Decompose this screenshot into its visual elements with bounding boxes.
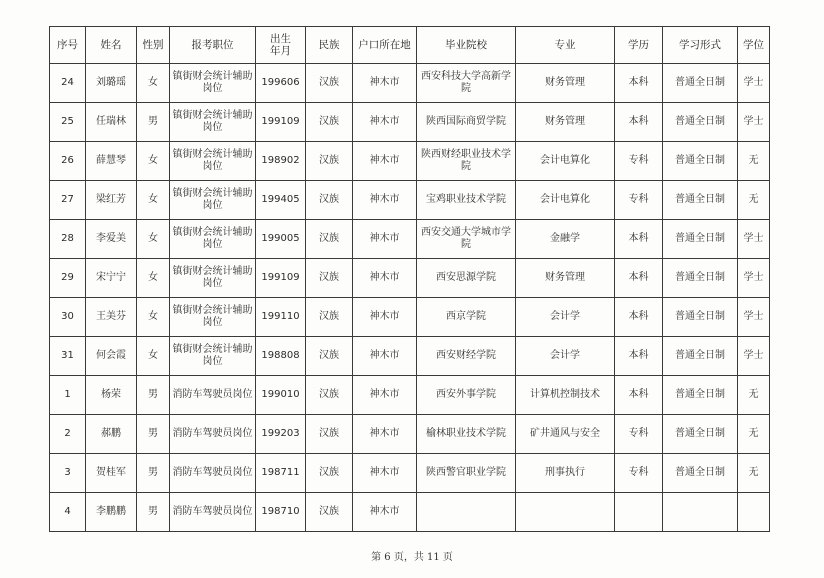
col-education-cell bbox=[615, 493, 663, 532]
col-gender-cell: 男 bbox=[137, 493, 170, 532]
col-position-cell: 镇街财会统计辅助岗位 bbox=[170, 220, 256, 259]
col-name-cell: 何会霞 bbox=[86, 337, 137, 376]
table-header bbox=[50, 27, 770, 64]
col-hukou-cell: 神木市 bbox=[353, 415, 417, 454]
col-school-cell: 陕西财经职业技术学院 bbox=[417, 142, 516, 181]
col-study-mode-cell: 普通全日制 bbox=[663, 337, 738, 376]
col-gender-cell: 女 bbox=[137, 181, 170, 220]
col-school-cell bbox=[417, 493, 516, 532]
col-ethnicity-cell: 汉族 bbox=[306, 493, 353, 532]
col-school-cell: 西安外事学院 bbox=[417, 376, 516, 415]
col-hukou-header: 户口所在地 bbox=[353, 27, 417, 64]
col-study-mode-cell: 普通全日制 bbox=[663, 454, 738, 493]
col-birth-cell: 199405 bbox=[256, 181, 306, 220]
col-position-cell: 消防车驾驶员岗位 bbox=[170, 454, 256, 493]
col-index-cell: 25 bbox=[50, 103, 86, 142]
table-row bbox=[50, 103, 770, 142]
col-study-mode-cell: 普通全日制 bbox=[663, 64, 738, 103]
table-row bbox=[50, 64, 770, 103]
col-ethnicity-cell: 汉族 bbox=[306, 454, 353, 493]
col-position-cell: 镇街财会统计辅助岗位 bbox=[170, 259, 256, 298]
col-birth-cell: 198711 bbox=[256, 454, 306, 493]
col-major-cell: 计算机控制技术 bbox=[516, 376, 615, 415]
col-index-cell: 27 bbox=[50, 181, 86, 220]
col-degree-header: 学位 bbox=[738, 27, 770, 64]
col-name-cell: 郝鹏 bbox=[86, 415, 137, 454]
col-gender-header: 性别 bbox=[137, 27, 170, 64]
table-row bbox=[50, 337, 770, 376]
page-number: 第 6 页，共 11 页 bbox=[371, 552, 453, 563]
col-education-cell: 本科 bbox=[615, 376, 663, 415]
col-hukou-cell: 神木市 bbox=[353, 64, 417, 103]
col-gender-cell: 男 bbox=[137, 454, 170, 493]
col-study-mode-cell: 普通全日制 bbox=[663, 220, 738, 259]
col-index-cell: 2 bbox=[50, 415, 86, 454]
col-position-cell: 镇街财会统计辅助岗位 bbox=[170, 181, 256, 220]
col-degree-cell: 无 bbox=[738, 181, 770, 220]
col-gender-cell: 女 bbox=[137, 298, 170, 337]
col-name-cell: 刘璐瑶 bbox=[86, 64, 137, 103]
col-birth-header: 出生 年月 bbox=[256, 27, 306, 64]
col-education-cell: 本科 bbox=[615, 298, 663, 337]
col-hukou-cell: 神木市 bbox=[353, 181, 417, 220]
col-hukou-cell: 神木市 bbox=[353, 493, 417, 532]
col-name-cell: 梁红芳 bbox=[86, 181, 137, 220]
col-degree-cell: 学士 bbox=[738, 337, 770, 376]
col-ethnicity-cell: 汉族 bbox=[306, 337, 353, 376]
col-position-cell: 消防车驾驶员岗位 bbox=[170, 415, 256, 454]
col-major-cell: 会计电算化 bbox=[516, 181, 615, 220]
col-study-mode-cell bbox=[663, 493, 738, 532]
col-study-mode-header: 学习形式 bbox=[663, 27, 738, 64]
col-hukou-cell: 神木市 bbox=[353, 454, 417, 493]
col-birth-cell: 199203 bbox=[256, 415, 306, 454]
col-name-cell: 任瑞林 bbox=[86, 103, 137, 142]
col-degree-cell: 无 bbox=[738, 142, 770, 181]
col-gender-cell: 女 bbox=[137, 220, 170, 259]
col-major-cell: 财务管理 bbox=[516, 259, 615, 298]
header-row bbox=[50, 27, 770, 64]
col-study-mode-cell: 普通全日制 bbox=[663, 142, 738, 181]
col-school-cell: 西安思源学院 bbox=[417, 259, 516, 298]
col-education-cell: 本科 bbox=[615, 64, 663, 103]
table-row bbox=[50, 493, 770, 532]
candidate-table bbox=[49, 26, 770, 532]
col-gender-cell: 男 bbox=[137, 376, 170, 415]
table-row bbox=[50, 376, 770, 415]
col-ethnicity-cell: 汉族 bbox=[306, 142, 353, 181]
col-major-cell: 会计学 bbox=[516, 337, 615, 376]
col-index-cell: 1 bbox=[50, 376, 86, 415]
col-major-header: 专业 bbox=[516, 27, 615, 64]
col-position-cell: 镇街财会统计辅助岗位 bbox=[170, 142, 256, 181]
col-hukou-cell: 神木市 bbox=[353, 259, 417, 298]
col-position-cell: 消防车驾驶员岗位 bbox=[170, 376, 256, 415]
col-education-header: 学历 bbox=[615, 27, 663, 64]
col-position-cell: 消防车驾驶员岗位 bbox=[170, 493, 256, 532]
col-gender-cell: 男 bbox=[137, 415, 170, 454]
col-gender-cell: 女 bbox=[137, 64, 170, 103]
table-row bbox=[50, 454, 770, 493]
col-index-cell: 30 bbox=[50, 298, 86, 337]
col-name-cell: 杨荣 bbox=[86, 376, 137, 415]
col-birth-cell: 198902 bbox=[256, 142, 306, 181]
col-major-cell: 金融学 bbox=[516, 220, 615, 259]
col-degree-cell: 无 bbox=[738, 415, 770, 454]
col-major-cell: 财务管理 bbox=[516, 64, 615, 103]
col-birth-cell: 199109 bbox=[256, 103, 306, 142]
col-position-cell: 镇街财会统计辅助岗位 bbox=[170, 64, 256, 103]
table-row bbox=[50, 142, 770, 181]
col-degree-cell: 学士 bbox=[738, 298, 770, 337]
table-body bbox=[50, 64, 770, 532]
col-name-cell: 李鹏鹏 bbox=[86, 493, 137, 532]
col-index-cell: 31 bbox=[50, 337, 86, 376]
col-ethnicity-cell: 汉族 bbox=[306, 259, 353, 298]
col-hukou-cell: 神木市 bbox=[353, 220, 417, 259]
col-name-header: 姓名 bbox=[86, 27, 137, 64]
col-school-cell: 西安科技大学高新学院 bbox=[417, 64, 516, 103]
col-major-cell: 矿井通风与安全 bbox=[516, 415, 615, 454]
col-school-cell: 西安财经学院 bbox=[417, 337, 516, 376]
col-hukou-cell: 神木市 bbox=[353, 298, 417, 337]
col-position-cell: 镇街财会统计辅助岗位 bbox=[170, 337, 256, 376]
col-school-cell: 西安交通大学城市学院 bbox=[417, 220, 516, 259]
col-ethnicity-header: 民族 bbox=[306, 27, 353, 64]
col-ethnicity-cell: 汉族 bbox=[306, 298, 353, 337]
col-name-cell: 薛慧琴 bbox=[86, 142, 137, 181]
col-ethnicity-cell: 汉族 bbox=[306, 376, 353, 415]
col-degree-cell: 学士 bbox=[738, 220, 770, 259]
col-index-cell: 4 bbox=[50, 493, 86, 532]
col-index-cell: 24 bbox=[50, 64, 86, 103]
col-degree-cell: 学士 bbox=[738, 64, 770, 103]
col-school-cell: 陕西国际商贸学院 bbox=[417, 103, 516, 142]
col-degree-cell bbox=[738, 493, 770, 532]
col-major-cell: 会计电算化 bbox=[516, 142, 615, 181]
col-hukou-cell: 神木市 bbox=[353, 142, 417, 181]
col-birth-cell: 198808 bbox=[256, 337, 306, 376]
col-education-cell: 本科 bbox=[615, 103, 663, 142]
col-hukou-cell: 神木市 bbox=[353, 103, 417, 142]
col-hukou-cell: 神木市 bbox=[353, 376, 417, 415]
col-school-cell: 陕西警官职业学院 bbox=[417, 454, 516, 493]
col-major-cell bbox=[516, 493, 615, 532]
col-index-cell: 3 bbox=[50, 454, 86, 493]
col-school-cell: 榆林职业技术学院 bbox=[417, 415, 516, 454]
col-degree-cell: 无 bbox=[738, 376, 770, 415]
col-name-cell: 王美芬 bbox=[86, 298, 137, 337]
col-degree-cell: 学士 bbox=[738, 259, 770, 298]
col-ethnicity-cell: 汉族 bbox=[306, 181, 353, 220]
col-ethnicity-cell: 汉族 bbox=[306, 103, 353, 142]
col-birth-cell: 199010 bbox=[256, 376, 306, 415]
col-major-cell: 财务管理 bbox=[516, 103, 615, 142]
col-major-cell: 会计学 bbox=[516, 298, 615, 337]
col-degree-cell: 学士 bbox=[738, 103, 770, 142]
col-ethnicity-cell: 汉族 bbox=[306, 220, 353, 259]
col-school-cell: 西京学院 bbox=[417, 298, 516, 337]
table-row bbox=[50, 298, 770, 337]
col-name-cell: 贺桂军 bbox=[86, 454, 137, 493]
col-study-mode-cell: 普通全日制 bbox=[663, 415, 738, 454]
col-birth-cell: 199005 bbox=[256, 220, 306, 259]
col-education-cell: 专科 bbox=[615, 181, 663, 220]
col-birth-cell: 199110 bbox=[256, 298, 306, 337]
col-gender-cell: 女 bbox=[137, 259, 170, 298]
col-education-cell: 本科 bbox=[615, 220, 663, 259]
col-school-header: 毕业院校 bbox=[417, 27, 516, 64]
table-row bbox=[50, 415, 770, 454]
col-index-cell: 29 bbox=[50, 259, 86, 298]
col-education-cell: 专科 bbox=[615, 415, 663, 454]
table-row bbox=[50, 220, 770, 259]
col-school-cell: 宝鸡职业技术学院 bbox=[417, 181, 516, 220]
col-position-header: 报考职位 bbox=[170, 27, 256, 64]
col-study-mode-cell: 普通全日制 bbox=[663, 298, 738, 337]
col-gender-cell: 女 bbox=[137, 337, 170, 376]
col-index-cell: 26 bbox=[50, 142, 86, 181]
col-education-cell: 专科 bbox=[615, 142, 663, 181]
col-position-cell: 镇街财会统计辅助岗位 bbox=[170, 103, 256, 142]
col-study-mode-cell: 普通全日制 bbox=[663, 103, 738, 142]
col-education-cell: 本科 bbox=[615, 337, 663, 376]
col-position-cell: 镇街财会统计辅助岗位 bbox=[170, 298, 256, 337]
col-study-mode-cell: 普通全日制 bbox=[663, 181, 738, 220]
col-birth-cell: 198710 bbox=[256, 493, 306, 532]
col-index-header: 序号 bbox=[50, 27, 86, 64]
col-birth-cell: 199606 bbox=[256, 64, 306, 103]
col-ethnicity-cell: 汉族 bbox=[306, 64, 353, 103]
col-education-cell: 本科 bbox=[615, 259, 663, 298]
col-major-cell: 刑事执行 bbox=[516, 454, 615, 493]
col-name-cell: 宋宁宁 bbox=[86, 259, 137, 298]
col-gender-cell: 女 bbox=[137, 142, 170, 181]
col-study-mode-cell: 普通全日制 bbox=[663, 376, 738, 415]
col-name-cell: 李爱美 bbox=[86, 220, 137, 259]
col-education-cell: 专科 bbox=[615, 454, 663, 493]
col-gender-cell: 男 bbox=[137, 103, 170, 142]
col-ethnicity-cell: 汉族 bbox=[306, 415, 353, 454]
col-index-cell: 28 bbox=[50, 220, 86, 259]
col-birth-cell: 199109 bbox=[256, 259, 306, 298]
table-row bbox=[50, 259, 770, 298]
col-degree-cell: 无 bbox=[738, 454, 770, 493]
table-row bbox=[50, 181, 770, 220]
col-hukou-cell: 神木市 bbox=[353, 337, 417, 376]
col-study-mode-cell: 普通全日制 bbox=[663, 259, 738, 298]
